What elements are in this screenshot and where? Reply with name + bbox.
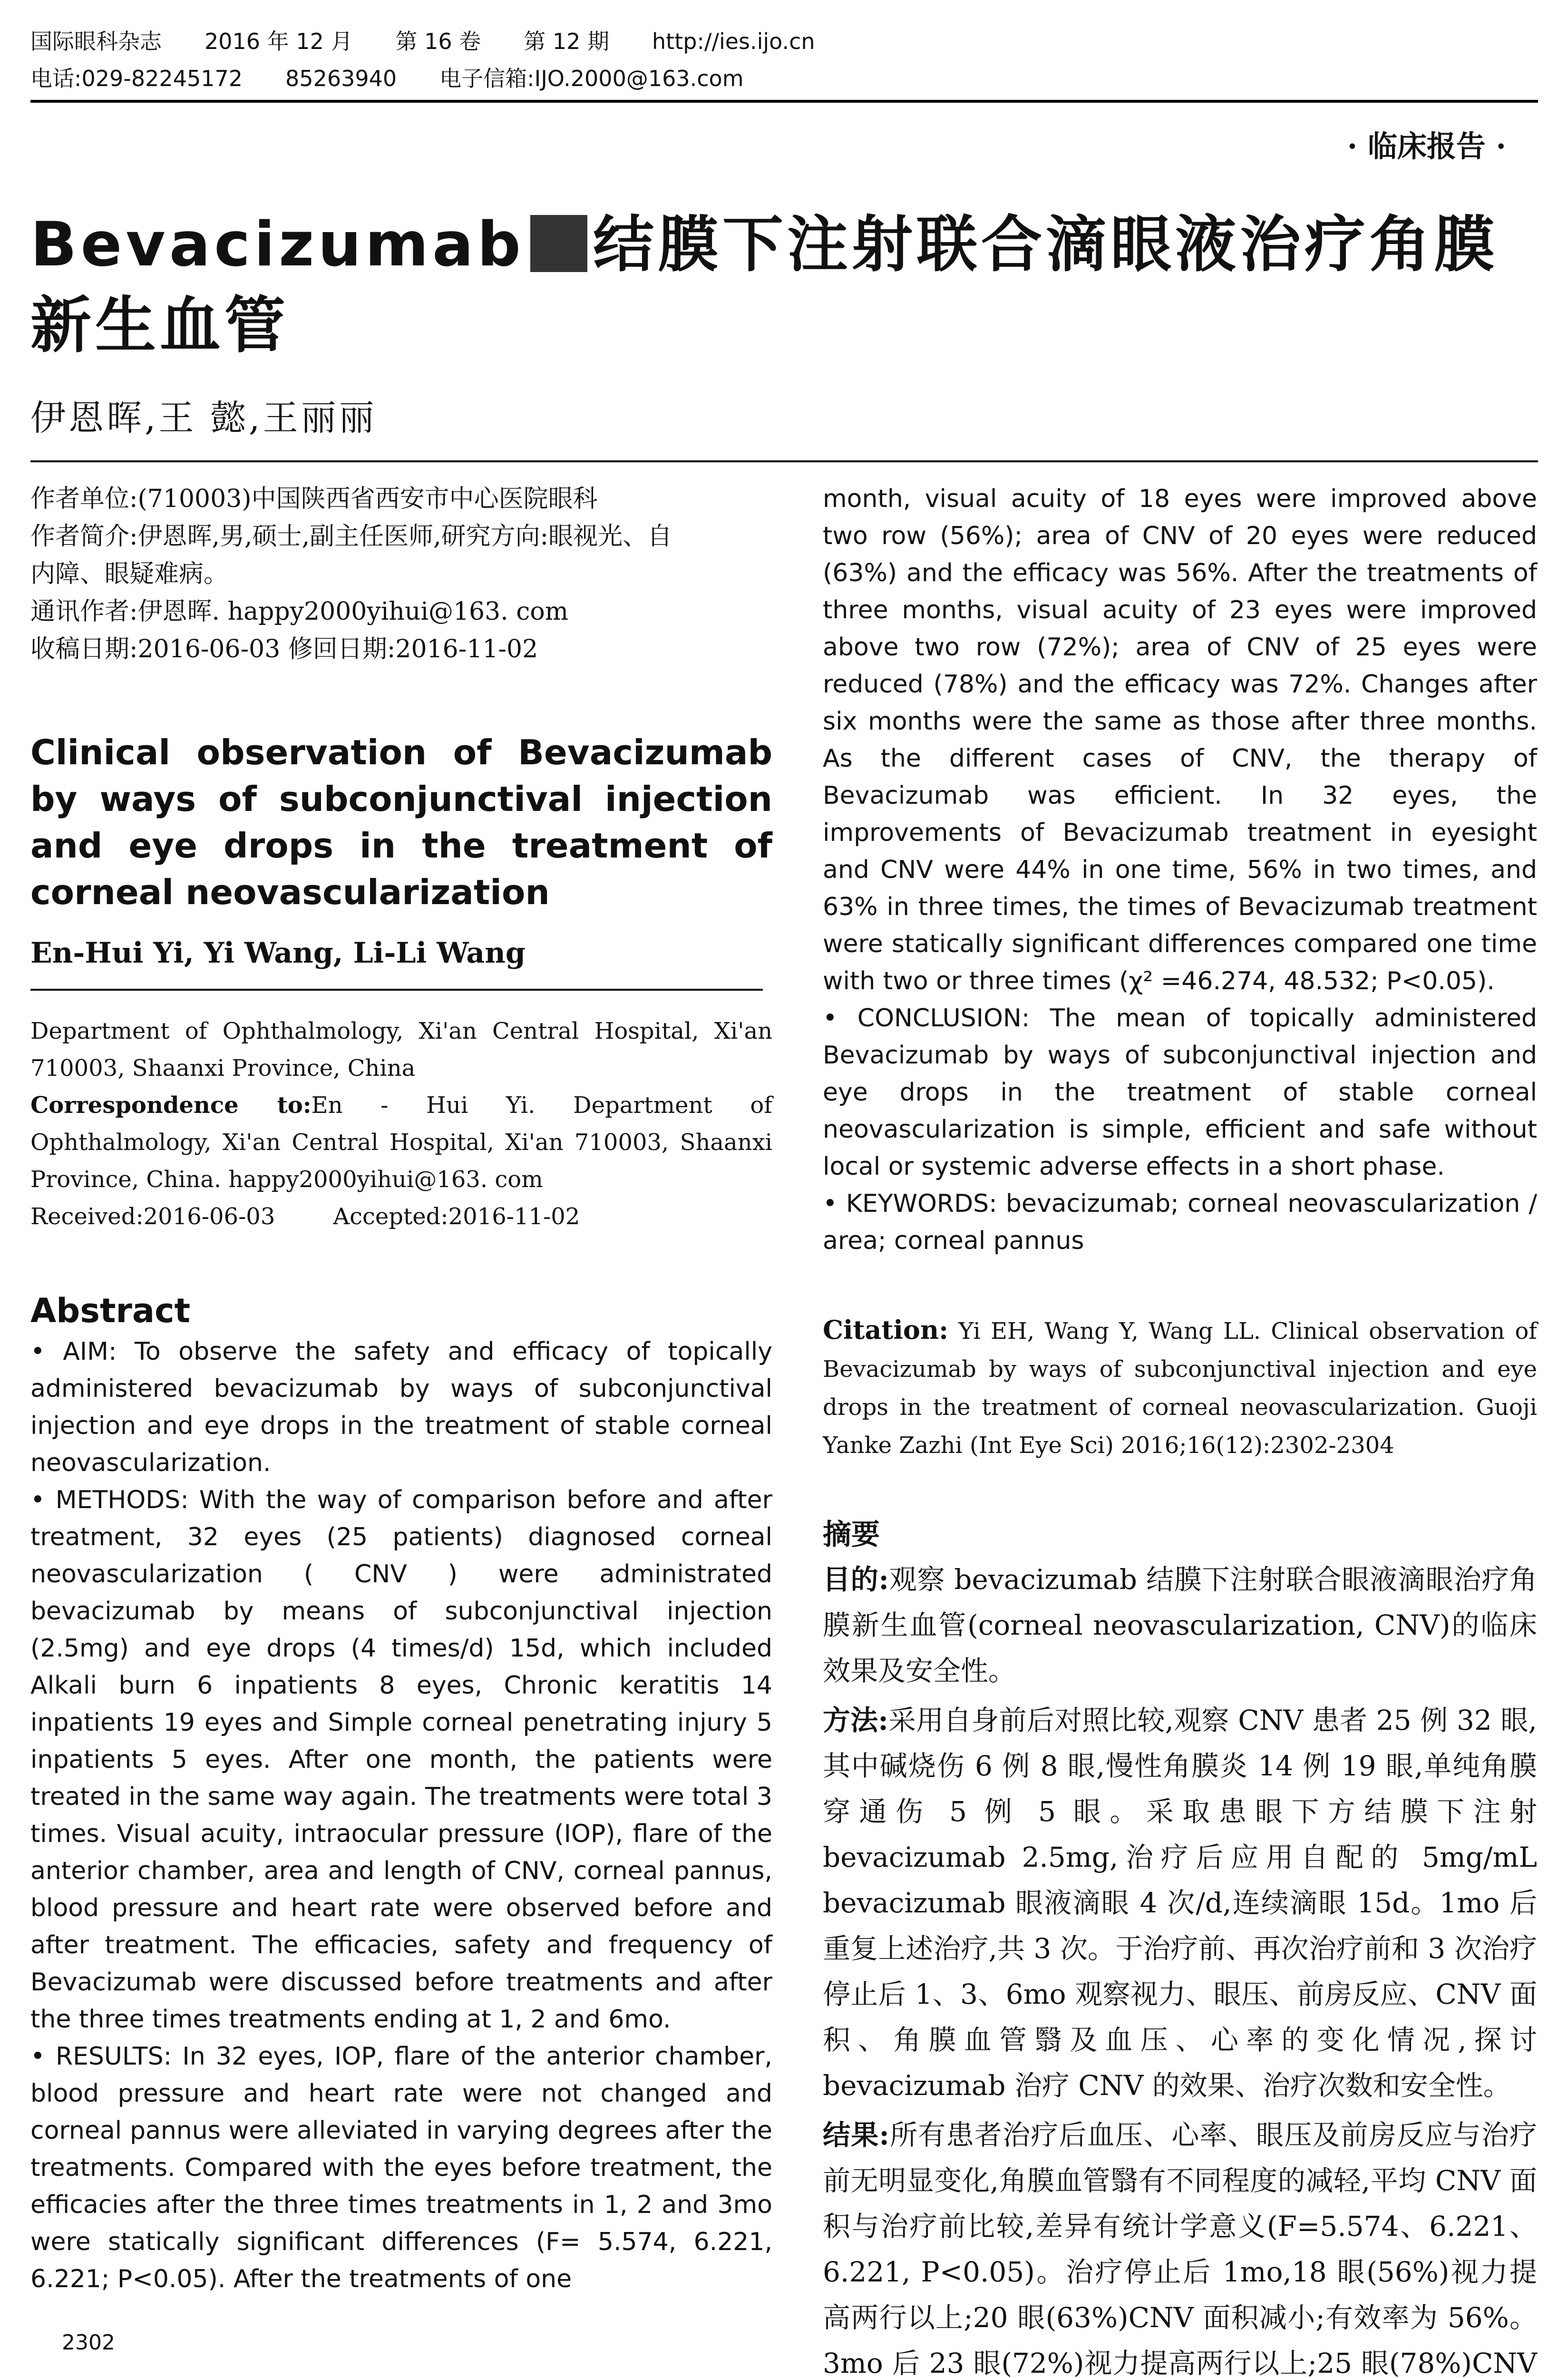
- zh-methods-label: 方法:: [823, 1704, 888, 1736]
- issue-date: 2016 年 12 月: [205, 29, 353, 54]
- received-date: Received:2016-06-03: [30, 1203, 275, 1230]
- volume: 第 16 卷: [395, 29, 481, 54]
- journal-name: 国际眼科杂志: [30, 29, 162, 54]
- journal-url[interactable]: http://ies.ijo.cn: [652, 29, 815, 54]
- title-rest: 结膜下注射联合滴眼液治疗角膜新生血管: [30, 209, 1499, 361]
- affiliation-line: 收稿日期:2016-06-03 修回日期:2016-11-02: [30, 635, 538, 663]
- abstract-methods: • METHODS: With the way of comparison before and after treatment, 32 eyes (25 patients) diagnosed corneal neovascularization ( CNV ) were administrated bevacizumab by means of subconjunctival injection (2.5mg) and eye drops (4 times/d) 15d, which included Alkali burn 6 inpatients 8 eyes, Chronic keratitis 14 inpatients 19 eyes and Simple corneal penetrating injury 5 inpatients 5 eyes. After one month, the patients were treated in the same way again. The treatments were total 3 times. Visual acuity, intraocular pressure (IOP), flare of the anterior chamber, area and length of CNV, corneal pannus, blood pressure and heart rate were observed before and after treatment. The efficacies, safety and frequency of Bevacizumab were discussed before treatments and after the three times treatments ending at 1, 2 and 6mo.: [30, 1486, 772, 2034]
- title-rule: [30, 460, 1538, 462]
- zh-abstract-heading: 摘要: [823, 1518, 880, 1551]
- affiliation-line: 通讯作者:伊恩晖. happy2000yihui@163. com: [30, 597, 569, 626]
- zh-results: [823, 2112, 1537, 2378]
- citation: [823, 1311, 1537, 1464]
- zh-results-text: 所有患者治疗后血压、心率、眼压及前房反应与治疗前无明显变化,角膜血管翳有不同程度的减轻,平均 CNV 面积与治疗前比较,差异有统计学意义(F=5.574、6.221、6.221, P<0.05)。治疗停止后 1mo,18 眼(56%)视力提高两行以上;20 眼(63%)CNV 面积减小;有效率为 56%。3mo 后 23 眼(72%)视力提高两行以上;25 眼(78%)CNV: [823, 2119, 1537, 2378]
- citation-label: Citation:: [823, 1315, 949, 1345]
- affiliation-line: 作者单位:(710003)中国陕西省西安市中心医院眼科: [30, 485, 598, 513]
- title-prefix: Bevacizumab: [30, 209, 525, 280]
- abstract-right: [823, 480, 1537, 1259]
- abstract-results: • RESULTS: In 32 eyes, IOP, flare of the anterior chamber, blood pressure and heart rate were not changed and corneal pannus were alleviated in varying degrees after the treatments. Compared with the eyes before treatment, the efficacies after the three times treatments in 1, 2 and 3mo were statically significant differences (F= 5.574, 6.221, 6.221; P<0.05). After the treatments of one: [30, 2042, 772, 2293]
- abstract-keywords: • KEYWORDS: bevacizumab; corneal neovascularization / area; corneal pannus: [823, 1189, 1537, 1255]
- zh-aim-text: 观察 bevacizumab 结膜下注射联合眼液滴眼治疗角膜新生血管(corneal neovascularization, CNV)的临床效果及安全性。: [823, 1563, 1537, 1687]
- telephone-2: 85263940: [285, 66, 397, 91]
- right-column: [823, 480, 1537, 2378]
- left-column: [30, 480, 772, 2298]
- authors-zh: 伊恩晖,王 懿,王丽丽: [30, 398, 377, 439]
- header-rule: [30, 100, 1538, 103]
- section-tag: · 临床报告 ·: [1347, 129, 1506, 164]
- department-block: [30, 1013, 772, 1235]
- abstract-heading: Abstract: [30, 1291, 191, 1330]
- article-title: [30, 205, 1538, 366]
- header-row-2: [30, 60, 1538, 97]
- authors-rule: [30, 989, 763, 991]
- zh-abstract: [823, 1557, 1537, 2378]
- affiliation-line: 内障、眼疑难病。: [30, 560, 229, 588]
- accepted-date: Accepted:2016-11-02: [333, 1203, 580, 1230]
- page-number: 2302: [62, 2330, 115, 2355]
- missing-glyph-box: [530, 215, 587, 272]
- english-authors: En-Hui Yi, Yi Wang, Li-Li Wang: [30, 936, 526, 970]
- issue: 第 12 期: [524, 29, 610, 54]
- abstract-conclusion: • CONCLUSION: The mean of topically administered Bevacizumab by ways of subconjunctival injection and eye drops in the treatment of stable corneal neovascularization is simple, efficient and safe without local or systemic adverse effects in a short phase.: [823, 1004, 1537, 1181]
- dates-line: [30, 1198, 772, 1235]
- correspondence-text: En - Hui Yi. Department of Ophthalmology, Xi'an Central Hospital, Xi'an 710003, Shaanxi Province, China. happy2000yihui@163. com: [30, 1092, 773, 1193]
- header-row-1: [30, 23, 1538, 60]
- affiliation-line: 作者简介:伊恩晖,男,硕士,副主任医师,研究方向:眼视光、自: [30, 522, 672, 551]
- affiliation-block: [30, 480, 772, 668]
- department: Department of Ophthalmology, Xi'an Central Hospital, Xi'an 710003, Shaanxi Province, China: [30, 1018, 772, 1082]
- zh-aim: [823, 1557, 1537, 1694]
- citation-text: Yi EH, Wang Y, Wang LL. Clinical observation of Bevacizumab by ways of subconjunctival injection and eye drops in the treatment of corneal neovascularization. Guoji Yanke Zazhi (Int Eye Sci) 2016;16(12):2302-2304: [823, 1318, 1537, 1459]
- english-title: Clinical observation of Bevacizumab by ways of subconjunctival injection and eye drops in the treatment of corneal neovascularization: [30, 732, 772, 912]
- correspondence: [30, 1087, 772, 1198]
- correspondence-label: Correspondence to:: [30, 1092, 312, 1119]
- running-header: [30, 23, 1538, 97]
- zh-results-label: 结果:: [823, 2119, 889, 2151]
- abstract-aim: • AIM: To observe the safety and efficacy of topically administered bevacizumab by ways of subconjunctival injection and eye drops in the treatment of stable corneal neovascularization.: [30, 1337, 772, 1477]
- zh-methods-text: 采用自身前后对照比较,观察 CNV 患者 25 例 32 眼,其中碱烧伤 6 例 8 眼,慢性角膜炎 14 例 19 眼,单纯角膜穿通伤 5 例 5 眼。采取患眼下方结膜下注射 bevacizumab 2.5mg,治疗后应用自配的 5mg/mL bevacizumab 眼液滴眼 4 次/d,连续滴眼 15d。1mo 后重复上述治疗,共 3 次。于治疗前、再次治疗前和 3 次治疗停止后 1、3、6mo 观察视力、眼压、前房反应、CNV 面积、角膜血管翳及血压、心率的变化情况,探讨 bevacizumab 治疗 CNV 的效果、治疗次数和安全性。: [823, 1704, 1537, 2102]
- abstract-results-continued: month, visual acuity of 18 eyes were improved above two row (56%); area of CNV of 20 eyes were reduced (63%) and the efficacy was 56%. After the treatments of three months, visual acuity of 23 eyes were improved above two row (72%); area of CNV of 25 eyes were reduced (78%) and the efficacy was 72%. Changes after six months were the same as those after three months. As the different cases of CNV, the therapy of Bevacizumab was efficient. In 32 eyes, the improvements of Bevacizumab treatment in eyesight and CNV were 44% in one time, 56% in two times, and 63% in three times, the times of Bevacizumab treatment were statically significant differences compared one time with two or three times (χ² =46.274, 48.532; P<0.05).: [823, 485, 1537, 995]
- abstract-left: [30, 1333, 772, 2298]
- telephone: 电话:029-82245172: [30, 66, 243, 91]
- journal-email[interactable]: 电子信箱:IJO.2000@163.com: [439, 66, 744, 91]
- zh-methods: [823, 1697, 1537, 2108]
- zh-aim-label: 目的:: [823, 1563, 889, 1596]
